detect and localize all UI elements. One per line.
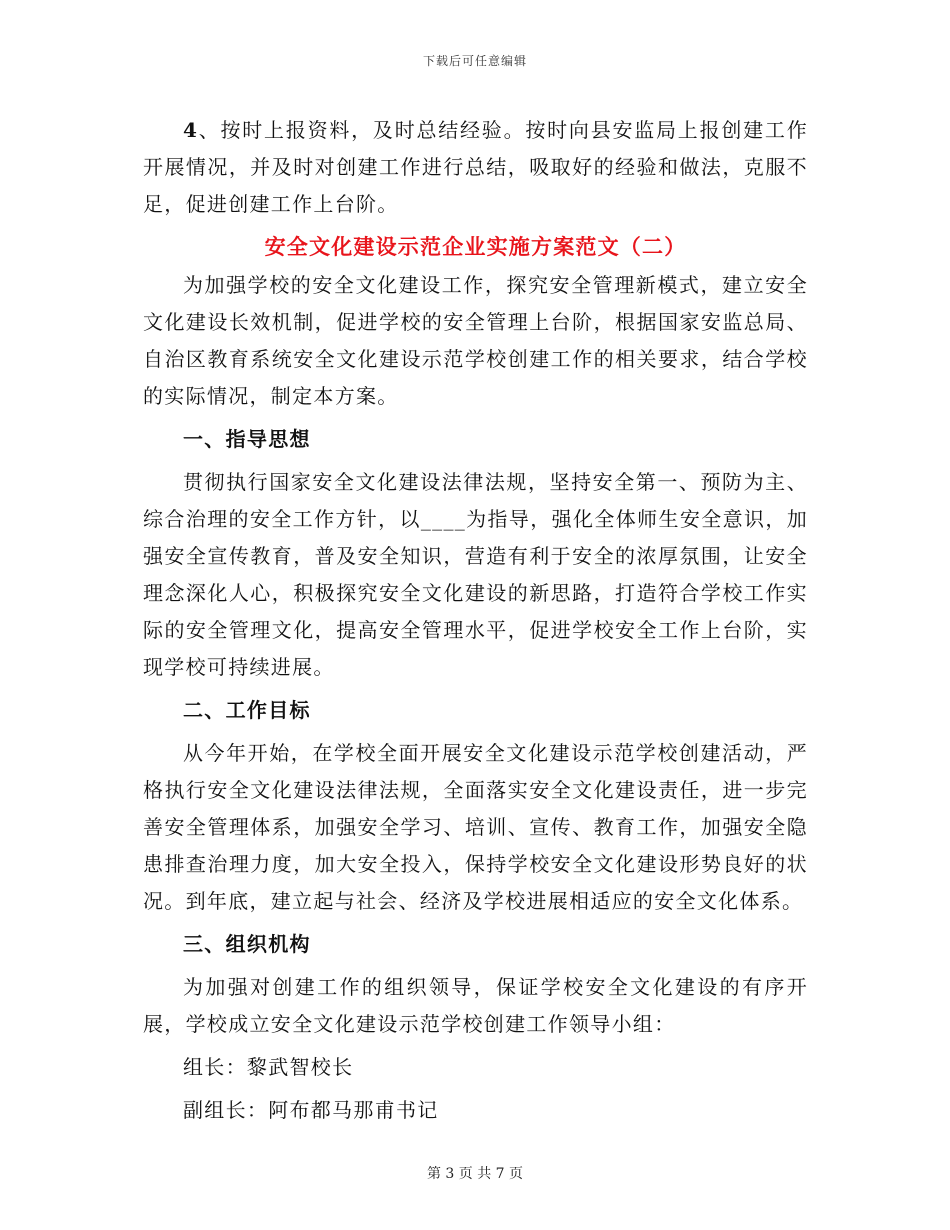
section-heading-organization: 三、组织机构 [183, 932, 311, 956]
guiding-ideology-paragraph: 贯彻执行国家安全文化建设法律法规，坚持安全第一、预防为主、综合治理的安全工作方针，以____为指导，强化全体师生安全意识，加强安全宣传教育，普及安全知识，营造有利于安全的浓厚氛围，让安全理念深化人心，积极探究安全文化建设的新思路，打造符合学校工作实际的安全管理文化，提高安全管理水平，促进学校安全工作上台阶，实现学校可持续进展。 [143, 470, 808, 679]
intro-paragraph: 为加强学校的安全文化建设工作，探究安全管理新模式，建立安全文化建设长效机制，促进学校的安全管理上台阶，根据国家安监总局、自治区教育系统安全文化建设示范学校创建工作的相关要求，结合学校的实际情况，制定本方案。 [143, 273, 808, 408]
leader-line: 组长：黎武智校长 [183, 1055, 354, 1079]
section-heading-work-goals: 二、工作目标 [183, 698, 311, 722]
item-4-text: 、按时上报资料，及时总结经验。按时向县安监局上报创建工作开展情况，并及时对创建工作进行总结，吸取好的经验和做法，克服不足，促进创建工作上台阶。 [143, 118, 808, 216]
organization-paragraph: 为加强对创建工作的组织领导，保证学校安全文化建设的有序开展，学校成立安全文化建设示范学校创建工作领导小组： [143, 975, 808, 1036]
page-header-note: 下载后可任意编辑 [422, 54, 527, 68]
deputy-leader-line: 副组长：阿布都马那甫书记 [183, 1098, 439, 1122]
paragraph-item-4 [143, 112, 808, 223]
section-heading-guiding-ideology: 一、指导思想 [183, 427, 311, 451]
item-number: 4 [183, 118, 199, 142]
page-footer-number: 第 3 页 共 7 页 [426, 1166, 524, 1182]
work-goals-paragraph: 从今年开始，在学校全面开展安全文化建设示范学校创建活动，严格执行安全文化建设法律法规，全面落实安全文化建设责任，进一步完善安全管理体系，加强安全学习、培训、宣传、教育工作，加强安全隐患排查治理力度，加大安全投入，保持学校安全文化建设形势良好的状况。到年底，建立起与社会、经济及学校进展相适应的安全文化体系。 [143, 741, 808, 913]
document-title: 安全文化建设示范企业实施方案范文（二） [264, 234, 687, 259]
document-body [143, 112, 808, 1135]
